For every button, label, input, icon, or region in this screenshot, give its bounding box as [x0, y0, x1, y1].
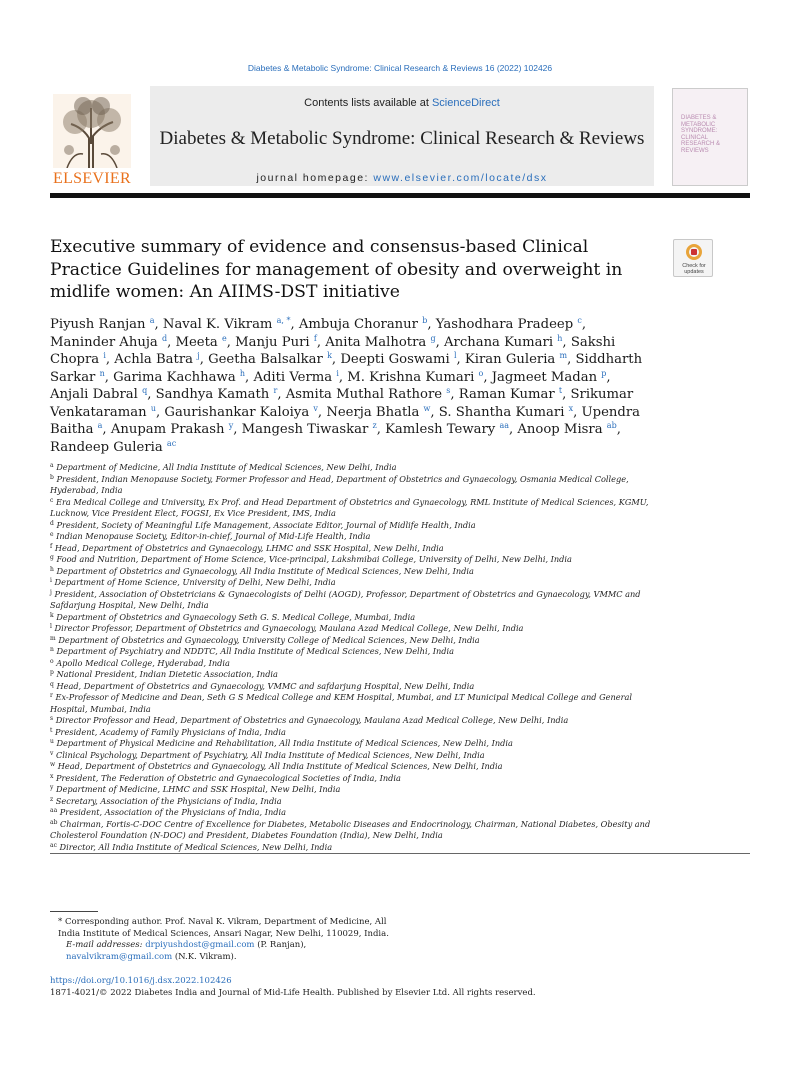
author-affiliation-link[interactable]: l [453, 351, 457, 360]
affiliation-text: Clinical Psychology, Department of Psychiatry, All India Institute of Medical Sciences, New Delhi, India [56, 749, 485, 760]
affiliation-text: Department of Obstetrics and Gynaecology, University College of Medical Sciences, New Delhi, India [58, 634, 480, 645]
affiliation-item [50, 635, 660, 647]
author-affiliation-link[interactable]: j [197, 351, 200, 360]
author-name: Meeta [175, 334, 218, 350]
author-name: Manju Puri [235, 334, 310, 350]
author-affiliation-link[interactable]: r [273, 386, 278, 395]
author [325, 335, 435, 350]
affiliation-item [50, 692, 660, 715]
author-name: Raman Kumar [458, 387, 555, 402]
author [439, 405, 573, 420]
affiliation-item [50, 531, 660, 543]
author-affiliation-link[interactable]: a, * [276, 316, 291, 325]
author-name: Anupam Prakash [110, 422, 225, 437]
doi-link[interactable]: https://doi.org/10.1016/j.dsx.2022.102426 [50, 976, 232, 986]
author-name: Geetha Balsalkar [208, 352, 323, 367]
email-owner-ranjan: (P. Ranjan), [257, 940, 307, 950]
affiliation-marker: f [50, 542, 53, 550]
author-affiliation-link[interactable]: e [221, 333, 227, 343]
affiliation-item [50, 554, 660, 566]
affiliation-divider [50, 853, 750, 854]
author-affiliation-link[interactable]: u [150, 403, 157, 413]
author [164, 405, 318, 420]
homepage-line [150, 172, 654, 184]
affiliation-marker: aa [50, 807, 58, 814]
author-name: Sakshi Chopra [50, 334, 616, 367]
affiliation-marker: ab [50, 818, 58, 826]
article-title: Executive summary of evidence and consensus-based Clinical Practice Guidelines for management of obesity and overweight in midlife women: An AIIMS-DST initiative [50, 237, 623, 302]
affiliation-text: Department of Medicine, LHMC and SSK Hospital, New Delhi, India [56, 784, 341, 794]
author-affiliation-link[interactable]: p [601, 368, 607, 378]
author-name: Anoop Misra [517, 422, 603, 437]
author-affiliation-link[interactable]: g [430, 333, 436, 343]
author-name: Archana Kumari [444, 334, 554, 350]
author-affiliation-link[interactable]: b [422, 316, 428, 325]
affiliation-marker: q [50, 680, 54, 688]
affiliation-text: Ex-Professor of Medicine and Dean, Seth G S Medical College and KEM Hospital, Mumbai, and LT Municipal Medical College and General Hospital, Mumbai, India [50, 692, 632, 714]
affiliation-text: President, Academy of Family Physicians of India, India [55, 726, 286, 737]
affiliation-item [50, 807, 660, 819]
affiliation-item [50, 819, 660, 842]
author [385, 422, 509, 437]
affiliation-marker: v [50, 749, 54, 757]
header-divider [50, 193, 750, 198]
author [340, 352, 456, 367]
author-affiliation-link[interactable]: q [142, 386, 148, 395]
author-name: Randeep Guleria [50, 439, 163, 455]
author-name: Naval K. Vikram [162, 317, 273, 332]
affiliation-text: Director, All India Institute of Medical Sciences, New Delhi, India [59, 841, 333, 852]
affiliation-marker: l [50, 623, 52, 630]
affiliation-item [50, 566, 660, 578]
affiliation-item [50, 773, 660, 785]
author [492, 370, 607, 385]
sciencedirect-link[interactable]: ScienceDirect [431, 97, 500, 109]
author-list: Piyush Ranjan $^a$, Naval K. Vikram $^{a, *}$, Ambuja Choranur $^b$, Yashodhara Pradeep $^c$, Maninder Ahuja $^d$, Meeta $^e$, Manju Puri $^f$, Anita Malhotra $^g$, Archana Kumari $^h$, Sakshi Chopra $^i$, Achla Batra $^j$, Geetha Balsalkar $^k$, Deepti Goswami $^l$, Kiran Guleria $^m$, Siddharth Sarkar $^n$, Garima Kachhawa $^h$, Aditi Verma $^i$, M. Krishna Kumari $^o$, Jagmeet Madan $^p$, Anjali Dabral $^q$, Sandhya Kamath $^r$, Asmita Muthal Rathore $^s$, Raman Kumar $^t$, Srikumar Venkataraman $^u$, Gaurishankar Kaloiya $^v$, Neerja Bhatla $^w$, S. Shantha Kumari $^x$, Upendra Baitha $^a$, Anupam Prakash $^y$, Mangesh Tiwaskar $^z$, Kamlesh Tewary $^{aa}$, Anoop Misra $^{ab}$, Randeep Guleria $^{ac}$ [50, 316, 643, 455]
author [50, 335, 167, 350]
author [326, 405, 430, 420]
affiliation-marker: t [50, 726, 53, 734]
affiliation-marker: x [50, 772, 54, 780]
elsevier-tree-icon [53, 94, 131, 168]
email-link-ranjan[interactable]: drpiyushdost@gmail.com [145, 940, 255, 950]
affiliation-item [50, 715, 660, 727]
author-name: Sandhya Kamath [155, 387, 270, 402]
journal-name: Diabetes & Metabolic Syndrome: Clinical Research & Reviews [159, 128, 645, 149]
journal-reference[interactable]: Diabetes & Metabolic Syndrome: Clinical Research & Reviews 16 (2022) 102426 [247, 63, 553, 73]
author-name: Anita Malhotra [325, 334, 427, 350]
contents-line [150, 97, 654, 109]
author [176, 335, 227, 350]
affiliation-text: National President, Indian Dietetic Association, India [56, 669, 278, 679]
affiliation-marker: o [50, 657, 54, 665]
affiliation-item [50, 589, 660, 612]
affiliation-marker: m [50, 634, 56, 642]
author-name: Anjali Dabral [50, 387, 138, 402]
author-name: Achla Batra [114, 352, 193, 367]
affiliation-marker: r [50, 692, 53, 699]
author [253, 370, 338, 385]
author-affiliation-link[interactable]: ab [606, 421, 617, 430]
author-name: Garima Kachhawa [113, 369, 236, 385]
author-affiliation-link[interactable]: w [423, 403, 431, 413]
affiliation-text: President, Association of the Physicians of India, India [59, 807, 286, 817]
author-name: Deepti Goswami [340, 352, 450, 367]
author-affiliation-link[interactable]: a [149, 316, 155, 325]
copyright-line: 1871-4021/© 2022 Diabetes India and Journal of Mid-Life Health. Published by Elsevier Ltd. All rights reserved. [50, 988, 536, 998]
crossmark-label-line2: updates [684, 269, 704, 275]
affiliation-item [50, 738, 660, 750]
affiliation-list [50, 462, 660, 853]
affiliation-item [50, 612, 660, 624]
email-line [50, 940, 400, 963]
affiliation-text: Head, Department of Obstetrics and Gynaecology, VMMC and safdarjung Hospital, New Delhi, India [56, 680, 475, 691]
author [50, 317, 155, 332]
author-affiliation-link[interactable]: aa [499, 421, 510, 430]
affiliation-marker: g [50, 554, 54, 561]
author-name: Gaurishankar Kaloiya [164, 404, 310, 420]
author-affiliation-link[interactable]: n [99, 368, 105, 378]
author-affiliation-link[interactable]: m [559, 351, 568, 360]
affiliation-item [50, 577, 660, 589]
author-name: Neerja Bhatla [326, 404, 420, 420]
author-name: Srikumar Venkataraman [50, 387, 634, 420]
elsevier-logo[interactable] [50, 88, 134, 188]
crossmark-label-line1: Check for [682, 263, 706, 269]
author-name: Mangesh Tiwaskar [241, 422, 369, 437]
affiliation-item [50, 520, 660, 532]
affiliation-text: Head, Department of Obstetrics and Gynaecology, All India Institute of Medical Sciences, New Delhi, India [57, 761, 503, 771]
contents-prefix: Contents lists available at [304, 97, 432, 109]
affiliation-text: Department of Physical Medicine and Rehabilitation, All India Institute of Medical Sciences, New Delhi, India [56, 738, 513, 748]
affiliation-marker: e [50, 531, 54, 538]
author-name: Piyush Ranjan [50, 317, 146, 332]
affiliation-text: President, The Federation of Obstetric and Gynaecological Societies of India, India [56, 772, 401, 783]
publisher-name: ELSEVIER [53, 170, 131, 187]
author-name: Ambuja Choranur [298, 317, 418, 332]
affiliation-text: Secretary, Association of the Physicians of India, India [55, 795, 282, 806]
journal-cover-thumbnail[interactable] [672, 88, 748, 186]
affiliation-text: Department of Home Science, University of Delhi, New Delhi, India [54, 577, 336, 587]
author-affiliation-link[interactable]: t [558, 386, 563, 395]
author-affiliation-link[interactable]: o [478, 368, 484, 378]
author-affiliation-link[interactable]: v [313, 403, 318, 413]
affiliation-item [50, 543, 660, 555]
email-label: E-mail addresses: [66, 940, 143, 950]
check-for-updates-button[interactable] [673, 239, 713, 277]
affiliation-item [50, 727, 660, 739]
author [459, 387, 562, 402]
author [111, 422, 233, 437]
author [163, 317, 291, 332]
affiliation-marker: n [50, 646, 54, 653]
author-name: Asmita Muthal Rathore [285, 387, 443, 402]
affiliation-marker: k [50, 611, 54, 619]
homepage-link[interactable]: www.elsevier.com/locate/dsx [373, 172, 548, 184]
affiliation-text: Department of Medicine, All India Institute of Medical Sciences, New Delhi, India [56, 462, 397, 472]
homepage-prefix: journal homepage: [256, 172, 374, 184]
author-name: Yashodhara Pradeep [435, 317, 574, 332]
corresponding-note: * Corresponding author. Prof. Naval K. Vikram, Department of Medicine, All India Institute of Medical Sciences, Ansari Nagar, New Delhi, 110029, India. [58, 917, 389, 939]
affiliation-text: Head, Department of Obstetrics and Gynaecology, LHMC and SSK Hospital, New Delhi, India [54, 542, 444, 553]
author [156, 387, 278, 402]
email-owner-vikram: (N.K. Vikram). [174, 951, 237, 962]
author [299, 317, 427, 332]
affiliation-marker: s [50, 715, 54, 722]
author [50, 440, 176, 455]
affiliation-text: Director Professor and Head, Department of Obstetrics and Gynaecology, Maulana Azad Medical College, New Delhi, India [55, 715, 569, 725]
journal-banner [150, 86, 654, 186]
affiliation-text: President, Society of Meaningful Life Management, Associate Editor, Journal of Midlife Health, India [56, 519, 476, 530]
corresponding-author-footnote [50, 917, 400, 963]
affiliation-text: President, Indian Menopause Society, Former Professor and Head, Department of Obstetrics and Gynaecology, Osmania Medical College, Hyderabad, India [50, 473, 629, 495]
author-name: Jagmeet Madan [491, 369, 598, 385]
author-affiliation-link[interactable]: k [327, 351, 332, 360]
author-name: S. Shantha Kumari [438, 404, 565, 420]
author [517, 422, 616, 437]
affiliation-marker: ac [50, 841, 57, 849]
cover-title: DIABETES & METABOLIC SYNDROME: CLINICAL RESEARCH & REVIEWS [681, 115, 721, 154]
author-affiliation-link[interactable]: h [557, 333, 563, 343]
affiliation-marker: a [50, 462, 54, 469]
author-affiliation-link[interactable]: i [336, 368, 339, 378]
author-name: Siddharth Sarkar [50, 352, 643, 385]
author [208, 352, 332, 367]
author [347, 370, 483, 385]
crossmark-label [674, 263, 714, 275]
affiliation-text: Apollo Medical College, Hyderabad, India [56, 657, 230, 668]
affiliation-marker: p [50, 669, 54, 676]
author [50, 387, 147, 402]
affiliation-item [50, 658, 660, 670]
affiliation-marker: c [50, 496, 54, 504]
affiliation-text: Food and Nutrition, Department of Home Science, Vice-principal, Lakshmibai College, University of Delhi, New Delhi, India [56, 554, 572, 564]
affiliation-marker: d [50, 519, 54, 527]
affiliation-marker: w [50, 761, 56, 768]
author-affiliation-link[interactable]: d [161, 333, 168, 343]
affiliation-marker: i [50, 577, 52, 584]
author-affiliation-link[interactable]: ac [166, 438, 177, 448]
affiliation-item [50, 761, 660, 773]
author-name: Kamlesh Tewary [385, 422, 496, 437]
author-affiliation-link[interactable]: y [228, 421, 234, 430]
journal-header [50, 86, 750, 190]
author-name: Aditi Verma [253, 369, 333, 385]
author [235, 335, 317, 350]
affiliation-item [50, 681, 660, 693]
author [465, 352, 567, 367]
author-name: Kiran Guleria [464, 352, 556, 367]
affiliation-item [50, 474, 660, 497]
affiliation-item [50, 646, 660, 658]
author-affiliation-link[interactable]: x [568, 403, 574, 413]
author-affiliation-link[interactable]: z [372, 421, 377, 430]
author-affiliation-link[interactable]: h [239, 368, 246, 378]
author [444, 335, 562, 350]
affiliation-item [50, 497, 660, 520]
author-affiliation-link[interactable]: i [103, 351, 106, 360]
author [286, 387, 451, 402]
affiliation-marker: b [50, 473, 54, 481]
affiliation-marker: y [50, 784, 54, 791]
author-affiliation-link[interactable]: f [313, 333, 317, 343]
affiliation-text: Director Professor, Department of Obstetrics and Gynaecology, Maulana Azad Medical College, New Delhi, India [54, 623, 524, 633]
author [436, 317, 582, 332]
author-name: Maninder Ahuja [50, 334, 158, 350]
affiliation-item [50, 623, 660, 635]
author [242, 422, 377, 437]
author-affiliation-link[interactable]: s [446, 386, 451, 395]
affiliation-item [50, 784, 660, 796]
author-affiliation-link[interactable]: a [97, 421, 103, 430]
affiliation-item [50, 462, 660, 474]
author-affiliation-link[interactable]: c [577, 316, 582, 325]
crossmark-icon [686, 244, 702, 260]
affiliation-item [50, 669, 660, 681]
author-name: Upendra Baitha [50, 404, 640, 437]
author-name: M. Krishna Kumari [347, 369, 475, 385]
affiliation-item [50, 796, 660, 808]
footnote-divider [50, 911, 98, 912]
affiliation-text: Department of Obstetrics and Gynaecology, All India Institute of Medical Sciences, New Delhi, India [56, 565, 474, 576]
affiliation-text: Era Medical College and University, Ex Prof. and Head Department of Obstetrics and Gynaecology, RML Institute of Medical Sciences, KGMU, Lucknow, Vice President Elect, FOGSI, Ex Vice President, IMS, India [50, 496, 649, 518]
affiliation-marker: z [50, 795, 54, 803]
affiliation-text: Indian Menopause Society, Editor-in-chief, Journal of Mid-Life Health, India [56, 531, 371, 541]
affiliation-text: Department of Obstetrics and Gynaecology Seth G. S. Medical College, Mumbai, India [56, 611, 416, 622]
affiliation-item [50, 750, 660, 762]
affiliation-text: Department of Psychiatry and NDDTC, All India Institute of Medical Sciences, New Delhi, India [56, 646, 455, 656]
affiliation-text: President, Association of Obstetricians & Gynaecologists of Delhi (AOGD), Professor, Department of Obstetrics and Gynaecology, VMMC and Safdarjung Hospital, New Delhi, India [50, 588, 641, 610]
author [113, 370, 245, 385]
affiliation-marker: j [50, 588, 52, 596]
author [114, 352, 199, 367]
email-link-vikram[interactable]: navalvikram@gmail.com [66, 951, 173, 962]
affiliation-text: Chairman, Fortis-C-DOC Centre of Excellence for Diabetes, Metabolic Diseases and Endocrinology, Chairman, National Diabetes, Obesity and Cholesterol Foundation (N-DOC) and President, Diabetes Foundation (India), New Delhi, India [50, 818, 651, 840]
affiliation-marker: h [50, 565, 54, 573]
affiliation-item [50, 842, 660, 854]
affiliation-marker: u [50, 738, 54, 745]
